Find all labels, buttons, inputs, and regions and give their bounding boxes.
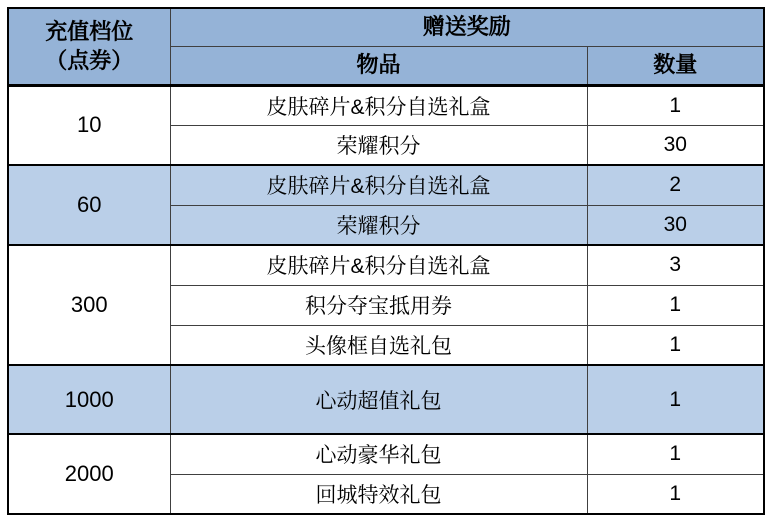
tier-cell: 300: [8, 245, 170, 365]
reward-qty-cell: 1: [587, 85, 764, 125]
table-header: [8, 8, 764, 85]
reward-item-cell: 荣耀积分: [170, 205, 587, 245]
header-row-1: [8, 8, 764, 46]
reward-item-cell: 荣耀积分: [170, 125, 587, 165]
reward-item-cell: 心动超值礼包: [170, 365, 587, 434]
reward-qty-cell: 2: [587, 165, 764, 205]
reward-item-cell: 皮肤碎片&积分自选礼盒: [170, 245, 587, 285]
reward-item-cell: 头像框自选礼包: [170, 325, 587, 365]
header-tier-line1: 充值档位: [45, 18, 134, 44]
table-row: [8, 365, 764, 434]
reward-item-cell: 回城特效礼包: [170, 474, 587, 514]
reward-qty-cell: 1: [587, 365, 764, 434]
reward-item-cell: 积分夺宝抵用券: [170, 285, 587, 325]
rewards-table: [7, 7, 765, 515]
header-qty: 数量: [587, 46, 764, 85]
header-tier: [8, 8, 170, 85]
tier-cell: 60: [8, 165, 170, 245]
table-body: [8, 85, 764, 514]
reward-item-cell: 皮肤碎片&积分自选礼盒: [170, 85, 587, 125]
table-row: [8, 165, 764, 205]
header-item: 物品: [170, 46, 587, 85]
tier-cell: 2000: [8, 434, 170, 514]
reward-item-cell: 心动豪华礼包: [170, 434, 587, 474]
reward-qty-cell: 30: [587, 125, 764, 165]
reward-item-cell: 皮肤碎片&积分自选礼盒: [170, 165, 587, 205]
table-row: [8, 85, 764, 125]
reward-qty-cell: 30: [587, 205, 764, 245]
reward-qty-cell: 3: [587, 245, 764, 285]
table-row: [8, 245, 764, 285]
reward-qty-cell: 1: [587, 325, 764, 365]
reward-qty-cell: 1: [587, 434, 764, 474]
header-rewards: 赠送奖励: [170, 8, 764, 46]
reward-qty-cell: 1: [587, 474, 764, 514]
header-tier-line2: （点券）: [45, 48, 134, 74]
table-row: [8, 434, 764, 474]
tier-cell: 1000: [8, 365, 170, 434]
reward-qty-cell: 1: [587, 285, 764, 325]
tier-cell: 10: [8, 85, 170, 165]
